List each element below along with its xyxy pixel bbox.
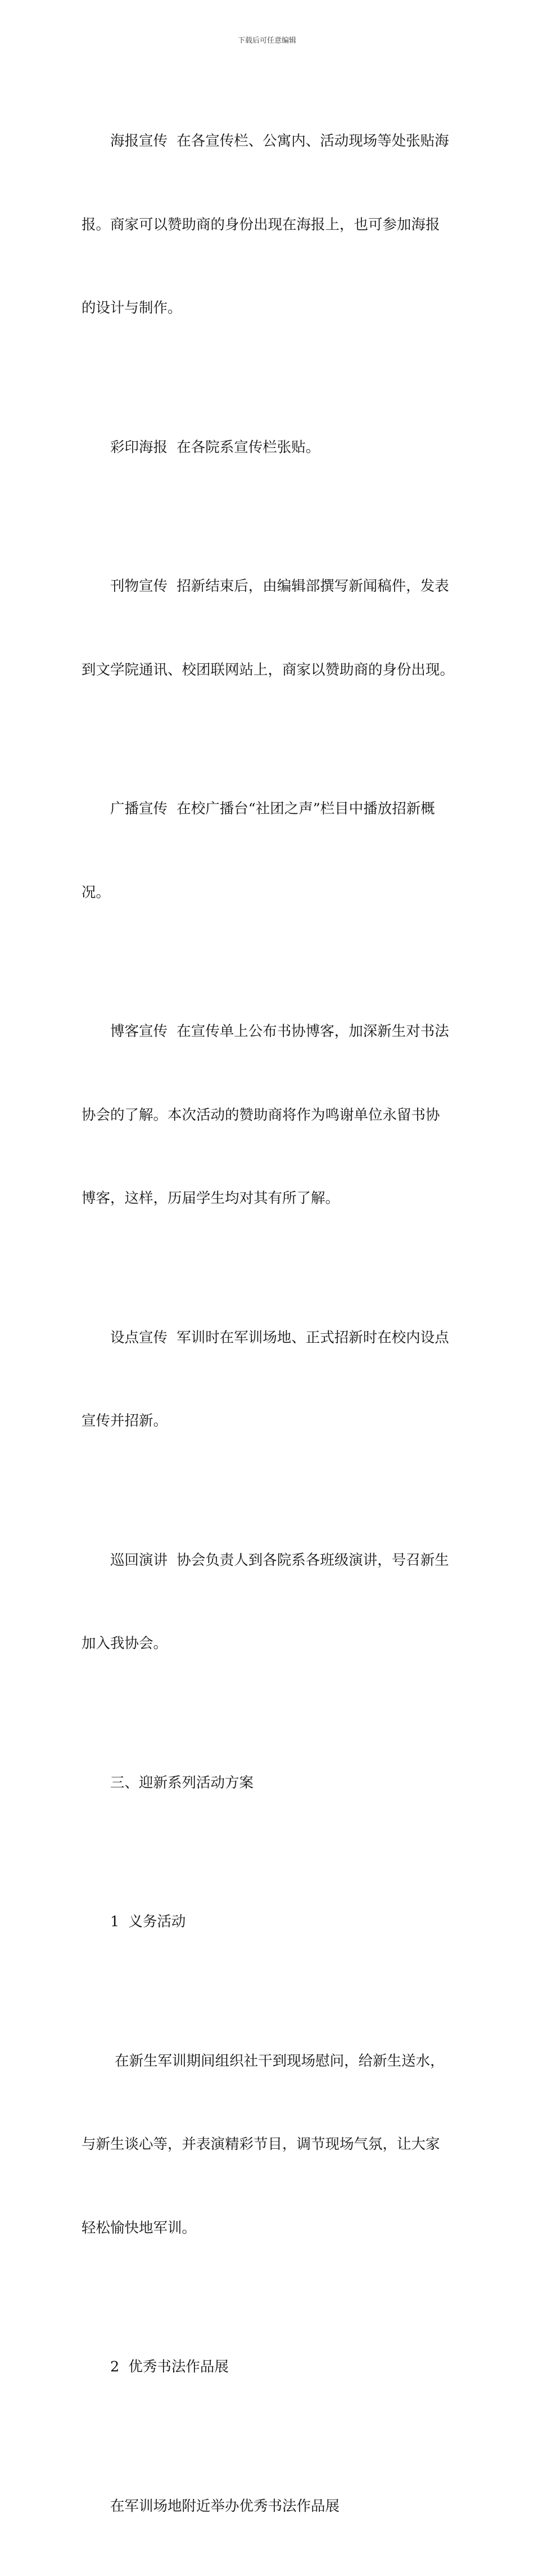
document-body	[82, 72, 455, 2576]
text-line: 设点宣传 军训时在军训场地、正式招新时在校内设点	[82, 1324, 455, 1352]
text-line: 宣传并招新。	[82, 1407, 455, 1436]
text-line: 与新生谈心等，并表演精彩节目，调节现场气氛，让大家	[82, 2131, 455, 2159]
text-line: 刊物宣传 招新结束后，由编辑部撰写新闻稿件，发表	[82, 573, 455, 601]
text-line: 1 义务活动	[82, 1908, 455, 1936]
text-line: 报。商家可以赞助商的身份出现在海报上，也可参加海报	[82, 211, 455, 239]
text-line: 加入我协会。	[82, 1630, 455, 1658]
text-line: 轻松愉快地军训。	[82, 2215, 455, 2243]
paragraph-broadcast-publicity	[82, 740, 455, 962]
text-line: 协会的了解。本次活动的赞助商将作为鸣谢单位永留书协	[82, 1102, 455, 1130]
text-line: 博客，这样，历届学生均对其有所了解。	[82, 1185, 455, 1213]
text-line: 的设计与制作。	[82, 295, 455, 323]
paragraph-calligraphy-exhibition	[82, 2437, 455, 2576]
text-line: 在军训场地附近举办优秀书法作品展	[82, 2493, 455, 2521]
text-line: 海报宣传 在各宣传栏、公寓内、活动现场等处张贴海	[82, 128, 455, 156]
subheading-volunteer-activity	[82, 1853, 455, 1992]
paragraph-color-poster	[82, 378, 455, 518]
paragraph-booth-publicity	[82, 1269, 455, 1491]
paragraph-volunteer-activity	[82, 1992, 455, 2298]
text-line: 巡回演讲 协会负责人到各院系各班级演讲，号召新生	[82, 1547, 455, 1575]
text-line: 到文学院通讯、校团联网站上，商家以赞助商的身份出现。	[82, 657, 455, 685]
text-line: 广播宣传 在校广播台“社团之声”栏目中播放招新概	[82, 795, 455, 823]
text-line: 博客宣传 在宣传单上公布书协博客，加深新生对书法	[82, 1018, 455, 1046]
section-heading-welcome-activities	[82, 1714, 455, 1853]
text-line: 彩印海报 在各院系宣传栏张贴。	[82, 434, 455, 462]
paragraph-touring-speech	[82, 1491, 455, 1714]
text-line: 三、迎新系列活动方案	[82, 1769, 455, 1798]
text-line: 2 优秀书法作品展	[82, 2353, 455, 2382]
subheading-calligraphy-exhibition	[82, 2298, 455, 2437]
text-line: 在新生军训期间组织社干到现场慰问，给新生送水，	[82, 2048, 455, 2076]
page-header-note: 下载后可任意编辑	[0, 36, 534, 46]
paragraph-poster-publicity	[82, 72, 455, 378]
text-line: 况。	[82, 879, 455, 907]
paragraph-blog-publicity	[82, 962, 455, 1269]
paragraph-publication-publicity	[82, 517, 455, 740]
